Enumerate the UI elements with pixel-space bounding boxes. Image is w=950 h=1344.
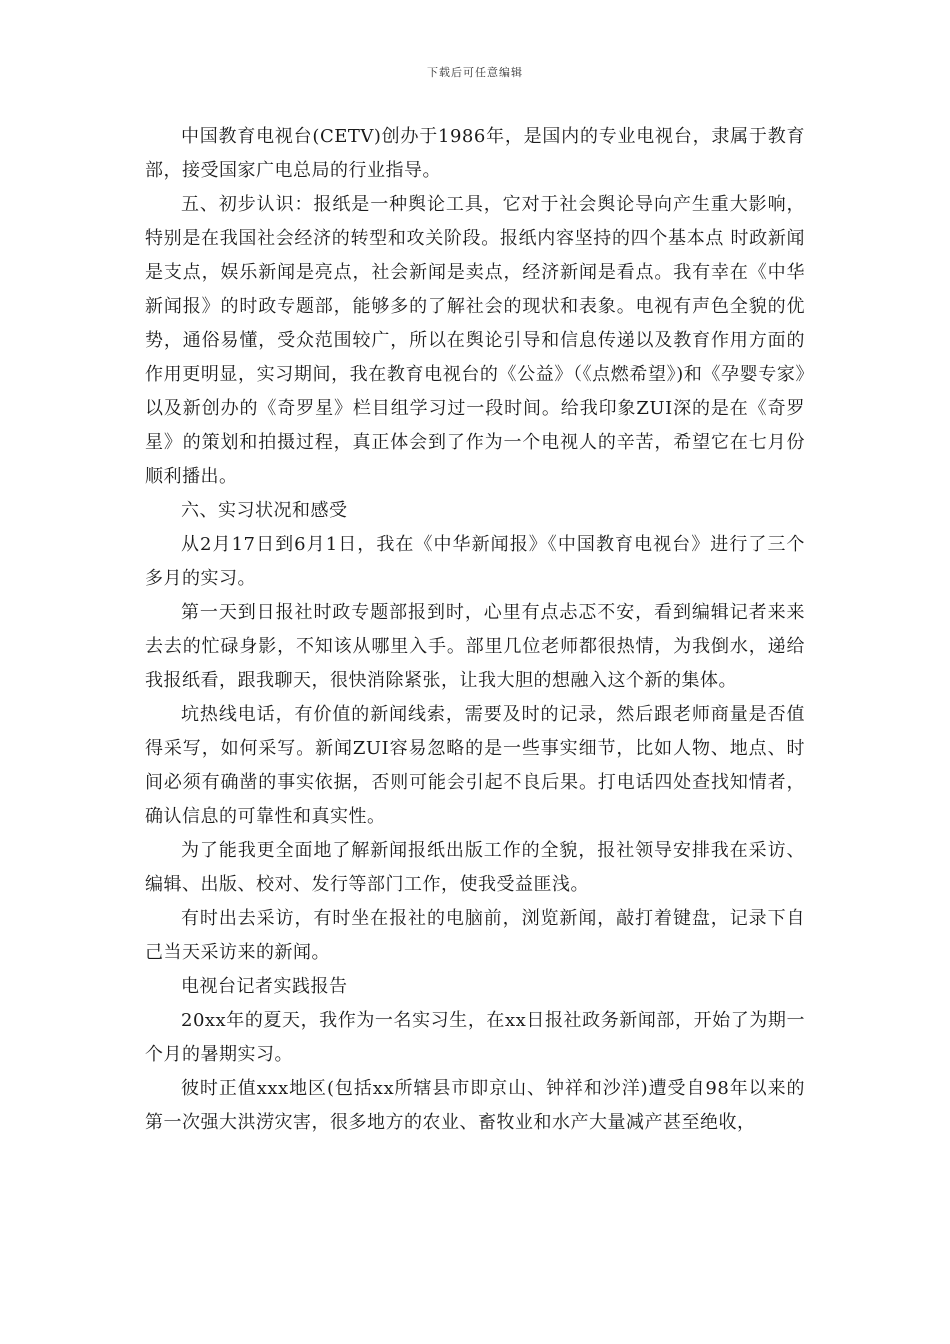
paragraph-first-day: 第一天到日报社时政专题部报到时，心里有点忐忑不安，看到编辑记者来来去去的忙碌身影，不知该从哪里入手。部里几位老师都很热情，为我倒水，递给我报纸看，跟我聊天，很快消除紧张，让我大胆的想融入这个新的集体。 [145,602,805,691]
paragraph-cetv-intro: 中国教育电视台(CETV)创办于1986年，是国内的专业电视台，隶属于教育部，接受国家广电总局的行业指导。 [145,126,805,181]
document-body [145,120,805,1140]
report-title: 电视台记者实践报告 [181,976,348,997]
paragraph-initial-understanding: 五、初步认识：报纸是一种舆论工具，它对于社会舆论导向产生重大影响，特别是在我国社会经济的转型和攻关阶段。报纸内容坚持的四个基本点 时政新闻是支点，娱乐新闻是亮点，社会新闻是卖点，经济新闻是看点。我有幸在《中华新闻报》的时政专题部，能够多的了解社会的现状和表象。电视有声色全貌的优势，通俗易懂，受众范围较广，所以在舆论引导和信息传递以及教育作用方面的作用更明显，实习期间，我在教育电视台的《公益》（《点燃希望》)和《孕婴专家》以及新创办的《奇罗星》栏目组学习过一段时间。给我印象ZUI深的是在《奇罗星》的策划和拍摄过程，真正体会到了作为一个电视人的辛苦，希望它在七月份顺利播出。 [145,194,805,487]
page-header: 下载后可任意编辑 [427,66,523,79]
paragraph-interviews: 有时出去采访，有时坐在报社的电脑前，浏览新闻，敲打着键盘，记录下自己当天采访来的新闻。 [145,908,805,963]
paragraph-flood: 彼时正值xxx地区(包括xx所辖县市即京山、钟祥和沙洋)遭受自98年以来的第一次强大洪涝灾害，很多地方的农业、畜牧业和水产大量减产甚至绝收， [145,1078,805,1133]
section-heading-internship: 六、实习状况和感受 [181,500,348,521]
paragraph-summer: 20xx年的夏天，我作为一名实习生，在xx日报社政务新闻部，开始了为期一个月的暑期实习。 [145,1010,805,1065]
paragraph-departments: 为了能我更全面地了解新闻报纸出版工作的全貌，报社领导安排我在采访、编辑、出版、校对、发行等部门工作，使我受益匪浅。 [145,840,805,895]
paragraph-internship-period: 从2月17日到6月1日，我在《中华新闻报》《中国教育电视台》进行了三个多月的实习。 [145,534,805,589]
paragraph-hotline: 坑热线电话，有价值的新闻线索，需要及时的记录，然后跟老师商量是否值得采写，如何采写。新闻ZUI容易忽略的是一些事实细节，比如人物、地点、时间必须有确凿的事实依据，否则可能会引起不良后果。打电话四处查找知情者，确认信息的可靠性和真实性。 [145,704,805,827]
